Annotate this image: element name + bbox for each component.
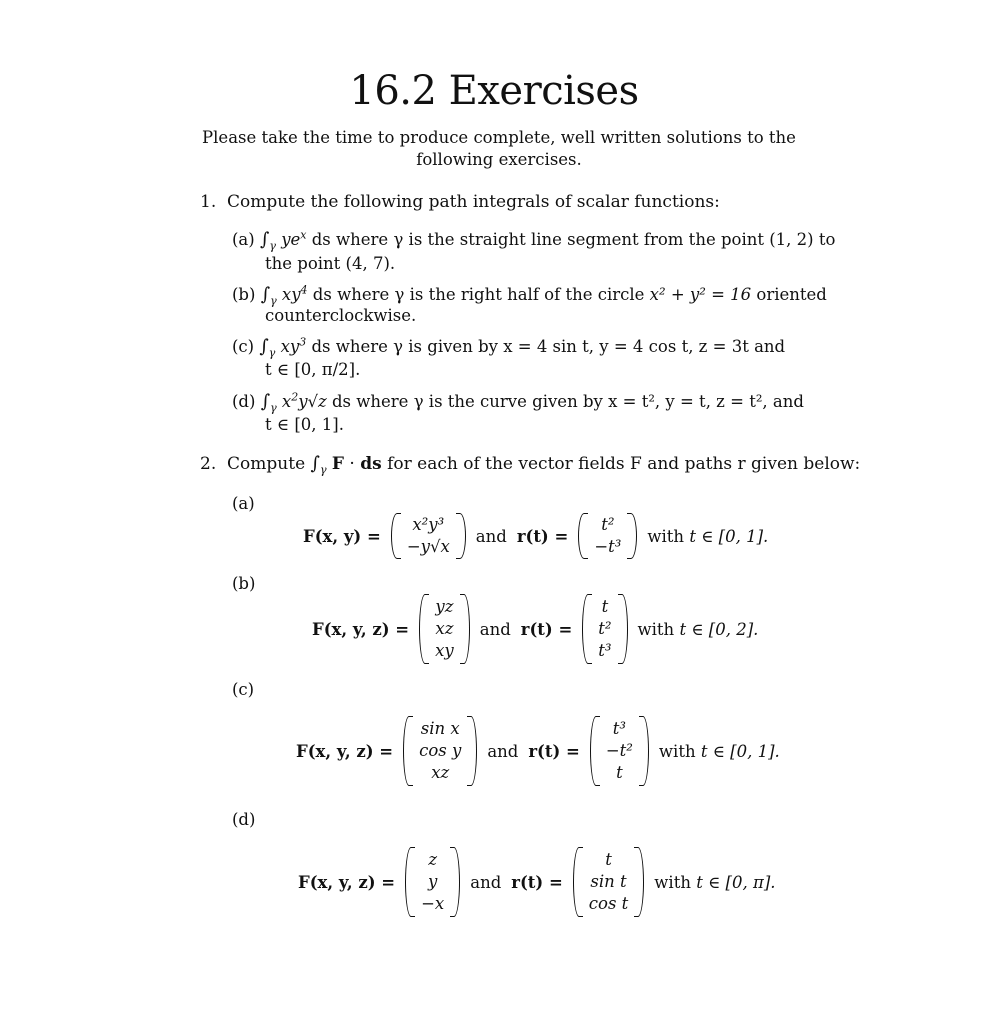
conjunction: with [654, 872, 691, 892]
q1-part-c: (c) $\int_\gamma$ $xy^3$ ds where γ is given by x = 4 sin t, y = 4 cos t, z = 3t and [232, 335, 786, 360]
vector-entry: xy [435, 641, 454, 660]
q2-part-d-equation [298, 846, 776, 918]
vector-entry: −x [421, 894, 445, 913]
vector-entry: cos y [419, 741, 462, 760]
question-number: 2. [200, 454, 217, 474]
question-text: for each of the vector fields F and paths r given below: [387, 454, 861, 474]
path-label: r(t) = [528, 741, 580, 761]
parameter-range: t ∈ [0, 2]. [679, 619, 759, 639]
part-text: oriented [756, 285, 827, 304]
question-text: Compute the following path integrals of scalar functions: [227, 192, 720, 212]
vector-entry: t² [598, 619, 612, 638]
page-title: 16.2 Exercises [349, 68, 639, 114]
q2-part-b-equation [312, 593, 758, 665]
intro-text: Please take the time to produce complete, well written solutions to the following exercises. [202, 128, 796, 169]
field-label: F(x, y) = [303, 526, 381, 546]
conjunction: and [479, 619, 511, 639]
vector-entry: −y√x [406, 537, 450, 556]
q1-part-b: (b) $\int_\gamma$ $xy^4$ ds where γ is the right half of the circle x² + y² = 16 oriented [232, 283, 827, 308]
conjunction: with [658, 741, 696, 761]
q2-part-a-equation [303, 511, 768, 561]
part-text: where γ is the right half of the circle [337, 285, 645, 304]
conjunction: with [647, 526, 685, 546]
part-label: (b) [232, 285, 256, 304]
question-2: 2. Compute $\int_\gamma$ F · ds for each of the vector fields F and paths r given below: [200, 453, 861, 477]
part-label: (d) [232, 810, 256, 829]
path-label: r(t) = [520, 619, 573, 639]
vector-entry: x²y³ [412, 515, 445, 534]
q1-part-a: (a) $\int_\gamma$ $ye^x$ ds where γ is the straight line segment from the point (1, 2) to [232, 228, 836, 253]
field-label: F(x, y, z) = [312, 619, 410, 639]
vector-entry: sin t [590, 872, 627, 891]
conjunction: and [470, 872, 502, 892]
question-text: Compute [227, 454, 306, 474]
part-label: (c) [232, 337, 255, 356]
part-text: where γ is the straight line segment from the point (1, 2) to [336, 230, 836, 249]
q2-part-c-equation [296, 715, 780, 787]
vector-entry: t [616, 763, 623, 782]
field-label: F(x, y, z) = [298, 872, 396, 892]
part-label: (c) [232, 680, 255, 699]
vector-entry: sin x [420, 719, 460, 738]
vector-entry: t³ [612, 719, 626, 738]
vector-entry: t [605, 850, 612, 869]
field-label: F(x, y, z) = [296, 741, 394, 761]
vector-entry: t [601, 597, 609, 616]
vector-entry: −t² [605, 741, 633, 760]
vector-entry: t³ [598, 641, 612, 660]
path-label: r(t) = [516, 526, 569, 546]
parameter-range: t ∈ [0, 1]. [689, 526, 769, 546]
parameter-range: t ∈ [0, 1]. [700, 741, 780, 761]
vector-entry: xz [431, 763, 450, 782]
part-label: (a) [232, 230, 255, 249]
vector-entry: t² [601, 515, 615, 534]
path-label: r(t) = [511, 872, 563, 892]
part-text-cont: the point (4, 7). [265, 254, 396, 273]
vector-entry: yz [435, 597, 454, 616]
vector-entry: y [428, 872, 438, 891]
part-label: (a) [232, 494, 255, 513]
part-text-cont: t ∈ [0, π/2]. [265, 360, 361, 379]
vector-entry: cos t [588, 894, 629, 913]
question-number: 1. [200, 192, 217, 212]
conjunction: and [475, 526, 507, 546]
parameter-range: t ∈ [0, π]. [696, 872, 776, 892]
part-text: where γ is given by x = 4 sin t, y = 4 cos t, z = 3t and [335, 337, 786, 356]
vector-entry: z [428, 850, 438, 869]
vector-entry: −t³ [594, 537, 622, 556]
part-text-cont: counterclockwise. [265, 306, 417, 325]
circle-equation: x² + y² = 16 [649, 285, 752, 304]
conjunction: with [637, 619, 675, 639]
q1-part-d: (d) $\int_\gamma$ $x^2y√z$ ds where γ is the curve given by x = t², y = t, z = t², and [232, 390, 804, 415]
part-text-cont: t ∈ [0, 1]. [265, 415, 344, 434]
vector-entry: xz [435, 619, 454, 638]
question-1 [200, 192, 720, 212]
conjunction: and [487, 741, 519, 761]
part-label: (d) [232, 392, 256, 411]
part-label: (b) [232, 574, 256, 593]
part-text: where γ is the curve given by x = t², y = t, z = t², and [356, 392, 804, 411]
